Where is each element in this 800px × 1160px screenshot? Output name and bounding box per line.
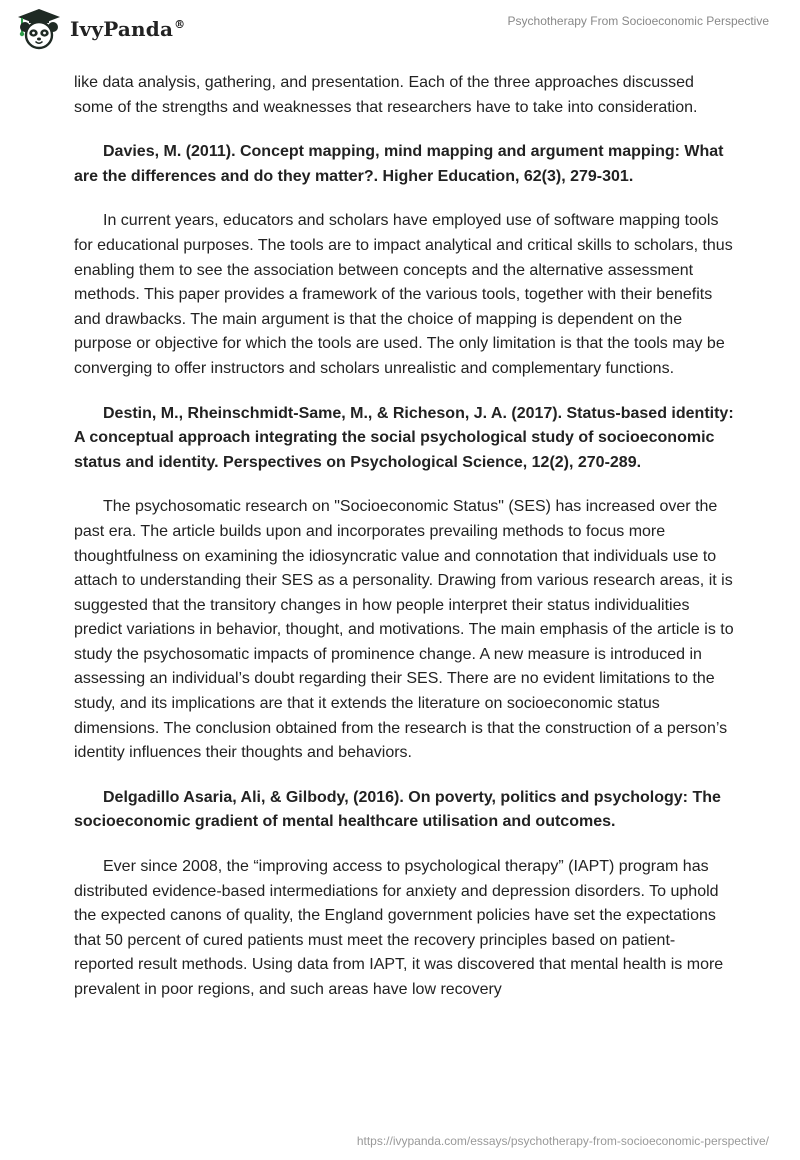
paragraph-continuation: like data analysis, gathering, and presentation. Each of the three approaches discussed some of the strengths and weaknesses that researchers have to take into consideration. bbox=[74, 74, 698, 116]
paragraph-davies-summary: In current years, educators and scholars have employed use of software mapping tools for educational purposes. The tools are to impact analytical and critical skills to scholars, thus enabling them to see the association between concepts and the alternative assessment methods. This paper provides a framework of the various tools, together with their benefits and drawbacks. The main argument is that the choice of mapping is dependent on the purpose or objective for which the tools are used. The only limitation is that the tools may be converging to offer instructors and scholars unrealistic and complementary functions. bbox=[74, 212, 733, 377]
reference-destin: Destin, M., Rheinschmidt-Same, M., & Richeson, J. A. (2017). Status-based identity: A conceptual approach integrating the social psychological study of socioeconomic status and identity. Perspectives on Psychological Science, 12(2), 270-289. bbox=[74, 404, 734, 471]
essay-body bbox=[74, 71, 734, 1023]
brand-name bbox=[70, 17, 185, 41]
panda-graduate-icon bbox=[14, 8, 64, 50]
page-header bbox=[0, 0, 800, 62]
reference-delgadillo: Delgadillo Asaria, Ali, & Gilbody, (2016). On poverty, politics and psychology: The socioeconomic gradient of mental healthcare utilisation and outcomes. bbox=[74, 788, 721, 831]
source-url[interactable]: https://ivypanda.com/essays/psychotherapy-from-socioeconomic-perspective/ bbox=[356, 1134, 769, 1148]
registered-mark: ® bbox=[174, 18, 186, 32]
ivypanda-logo[interactable] bbox=[14, 8, 185, 50]
paragraph-destin-summary: The psychosomatic research on "Socioeconomic Status" (SES) has increased over the past era. The article builds upon and incorporates prevailing methods to focus more thoughtfulness on examining the idiosyncratic value and connotation that individuals use to attach to understanding their SES as a personality. Drawing from various research areas, it is suggested that the transitory changes in how people interpret their status individualities predict variations in behavior, thought, and motivations. The main emphasis of the article is to study the psychosomatic impacts of prominence change. A new measure is introduced in assessing an individual’s doubt regarding their SES. There are no evident limitations to the study, and its implications are that it extends the literature on socioeconomic status dimensions. The conclusion obtained from the research is that the construction of a person’s identity influences their thoughts and behaviors. bbox=[74, 498, 734, 762]
brand-text: IvyPanda bbox=[70, 17, 174, 41]
paragraph-delgadillo-summary: Ever since 2008, the “improving access to psychological therapy” (IAPT) program has distributed evidence-based intermediations for anxiety and depression disorders. To uphold the expected canons of quality, the England government policies have set the expectations that 50 percent of cured patients must meet the recovery principles based on patient-reported result methods. Using data from IAPT, it was discovered that mental health is more prevalent in poor regions, and such areas have low recovery bbox=[74, 858, 724, 998]
reference-davies: Davies, M. (2011). Concept mapping, mind mapping and argument mapping: What are the differences and do they matter?. Higher Education, 62(3), 279-301. bbox=[74, 143, 724, 185]
document-title: Psychotherapy From Socioeconomic Perspective bbox=[507, 14, 769, 28]
